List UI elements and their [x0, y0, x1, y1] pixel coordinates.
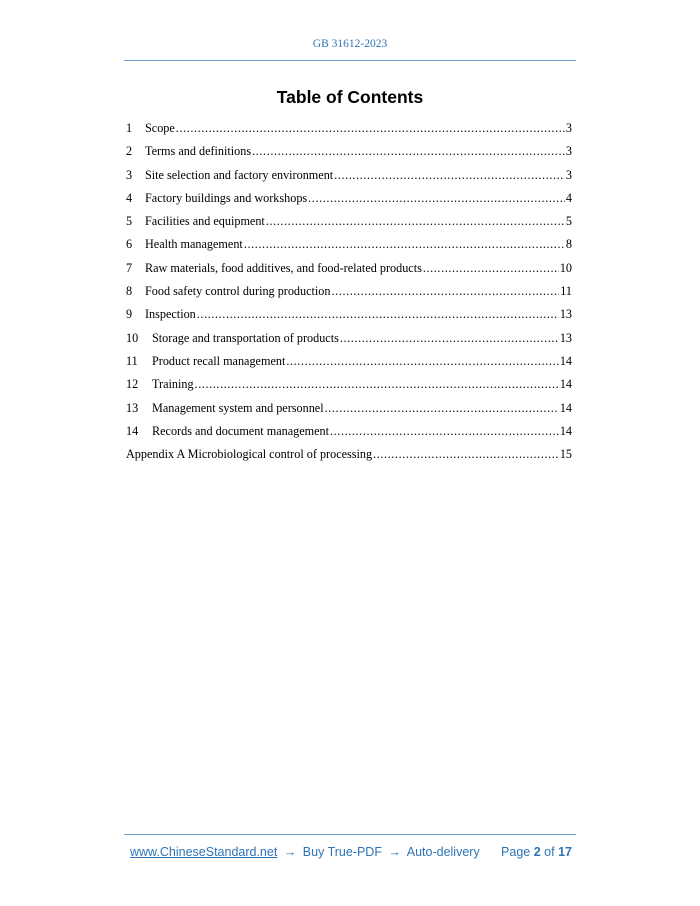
arrow-right-icon: → — [388, 845, 401, 859]
toc-entry-number: 11 — [126, 353, 138, 368]
toc-entry-page: 8 — [565, 237, 572, 252]
toc-entry-title: Health management — [145, 237, 243, 252]
footer-left — [130, 845, 480, 859]
toc-entry-number: 9 — [126, 307, 133, 322]
toc-entry-page: 14 — [559, 353, 572, 368]
toc-entry[interactable] — [126, 213, 572, 236]
footer — [130, 845, 572, 859]
page-total: 17 — [558, 845, 572, 859]
toc-entry-page: 15 — [559, 447, 572, 462]
toc-entry[interactable] — [126, 423, 572, 446]
toc-entry-page: 11 — [560, 284, 572, 299]
arrow-right-icon: → — [283, 845, 297, 859]
page-current: 2 — [533, 845, 541, 859]
page-of: of — [544, 845, 555, 859]
toc-entry-page: 14 — [559, 400, 572, 415]
toc-entry-number: 13 — [126, 400, 139, 415]
toc-entry-number: 7 — [126, 260, 133, 275]
toc-entry[interactable] — [126, 120, 572, 143]
toc-entry[interactable] — [126, 143, 572, 166]
buy-pdf-text: Buy True-PDF — [302, 845, 382, 859]
toc-entry[interactable] — [126, 283, 572, 306]
toc-entry-number: 4 — [126, 190, 133, 205]
header-divider — [124, 60, 576, 61]
toc-entry-page: 3 — [565, 121, 572, 135]
toc-leader-dots — [340, 330, 559, 347]
toc-leader-dots — [266, 213, 565, 230]
toc-leader-dots — [330, 423, 559, 440]
toc-entry-title: Facilities and equipment — [145, 214, 265, 229]
toc-entry[interactable] — [126, 353, 572, 376]
toc-entry[interactable] — [126, 260, 572, 283]
toc-title: Table of Contents — [276, 87, 424, 107]
toc-leader-dots — [334, 167, 565, 184]
toc-entry-number: 2 — [126, 144, 133, 159]
toc-entry-number: 10 — [126, 330, 139, 345]
toc-entry[interactable] — [126, 400, 572, 423]
toc-entry-number: 1 — [126, 121, 133, 135]
footer-divider — [124, 834, 576, 835]
toc-entry-page: 3 — [565, 167, 572, 182]
toc-entry[interactable] — [126, 167, 572, 190]
toc-entry-title: Inspection — [145, 307, 196, 322]
toc-entry-title: Site selection and factory environment — [145, 167, 334, 182]
toc-entry[interactable] — [126, 376, 572, 399]
toc-leader-dots — [286, 353, 558, 370]
toc-entry-title: Scope — [145, 121, 175, 135]
toc-leader-dots — [195, 376, 559, 393]
toc-entry[interactable] — [126, 446, 572, 469]
toc-entry-page: 3 — [565, 144, 572, 159]
toc-leader-dots — [325, 400, 559, 417]
toc-entry-number: 12 — [126, 377, 139, 392]
toc-leader-dots — [373, 446, 559, 463]
toc-entry-page: 10 — [559, 260, 572, 275]
toc-entry-number: 8 — [126, 284, 133, 299]
toc-entry-page: 14 — [559, 423, 572, 438]
toc-leader-dots — [244, 236, 565, 253]
toc-leader-dots — [423, 260, 559, 277]
toc-list — [126, 120, 572, 469]
toc-entry-page: 13 — [559, 307, 572, 322]
toc-entry-title: Product recall management — [152, 353, 286, 368]
toc-entry-title: Raw materials, food additives, and food-related products — [145, 260, 422, 275]
toc-entry-title: Appendix A Microbiological control of processing — [126, 447, 373, 462]
toc-leader-dots — [176, 120, 565, 137]
toc-entry-title: Storage and transportation of products — [152, 330, 339, 345]
page-label: Page — [501, 845, 531, 859]
toc-entry-page: 13 — [559, 330, 572, 345]
toc-entry-page: 14 — [559, 377, 572, 392]
toc-entry-title: Training — [152, 377, 194, 392]
toc-entry-title: Management system and personnel — [152, 400, 324, 415]
toc-entry-title: Terms and definitions — [145, 144, 252, 159]
page-indicator — [501, 845, 572, 859]
toc-leader-dots — [197, 306, 559, 323]
toc-entry-number: 3 — [126, 167, 133, 182]
toc-entry-page: 4 — [565, 190, 572, 205]
toc-entry-title: Food safety control during production — [145, 284, 331, 299]
toc-leader-dots — [332, 283, 560, 300]
toc-entry-page: 5 — [565, 214, 572, 229]
toc-entry-title: Records and document management — [152, 423, 329, 438]
toc-entry[interactable] — [126, 330, 572, 353]
toc-entry-number: 14 — [126, 423, 139, 438]
toc-entry-number: 6 — [126, 237, 133, 252]
toc-entry[interactable] — [126, 190, 572, 213]
toc-entry-number: 5 — [126, 214, 133, 229]
auto-delivery-text: Auto-delivery — [406, 845, 480, 859]
toc-entry[interactable] — [126, 306, 572, 329]
toc-leader-dots — [252, 143, 565, 160]
toc-entry-title: Factory buildings and workshops — [145, 190, 308, 205]
toc-leader-dots — [308, 190, 565, 207]
toc-entry[interactable] — [126, 236, 572, 259]
site-link[interactable]: www.ChineseStandard.net — [130, 845, 278, 859]
standard-code-header: GB 31612-2023 — [312, 38, 388, 50]
